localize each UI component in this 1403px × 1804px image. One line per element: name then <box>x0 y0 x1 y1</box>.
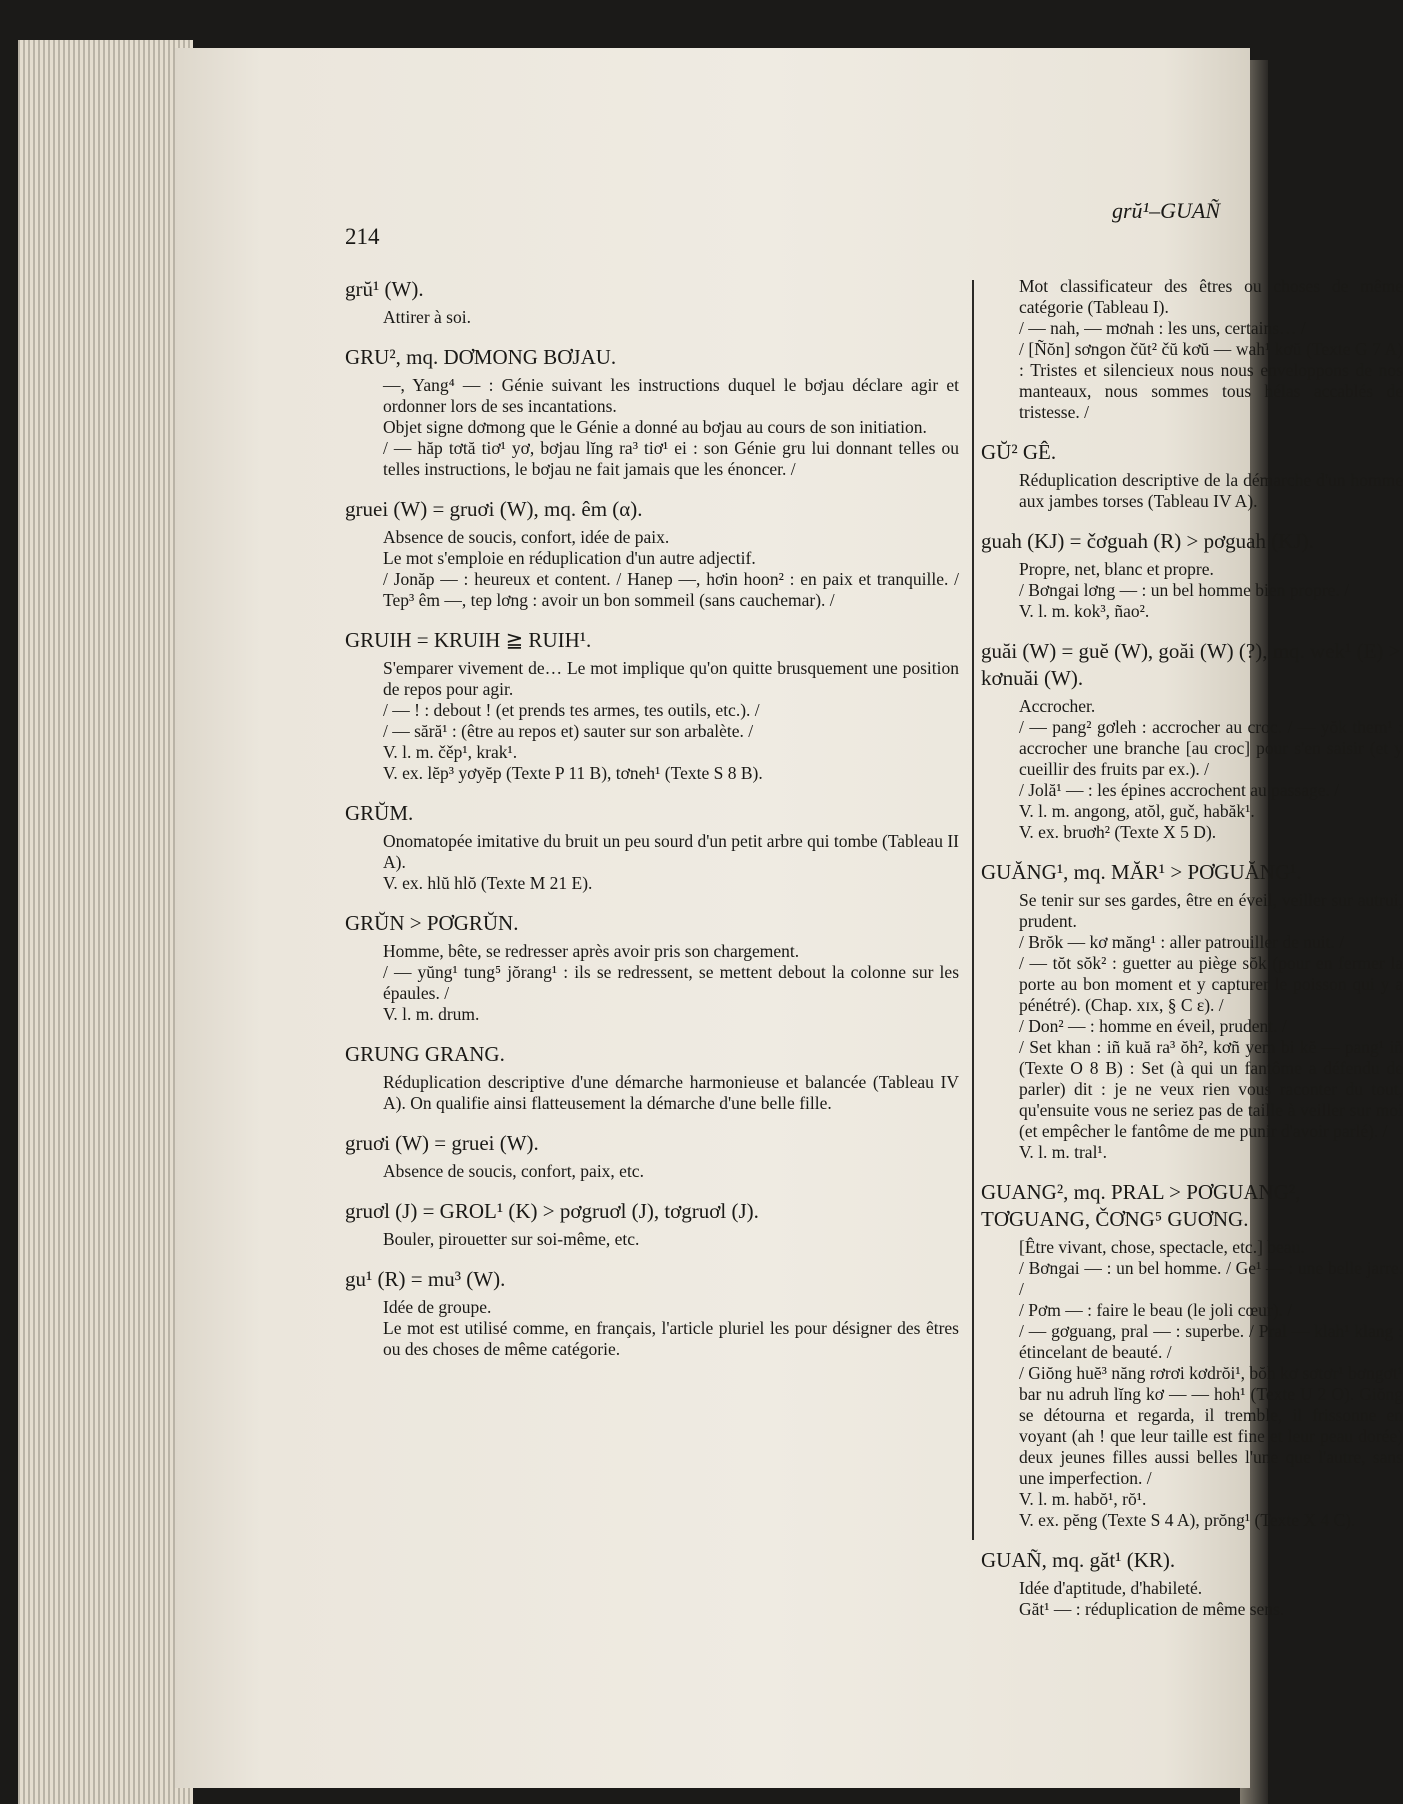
entry-line: Homme, bête, se redresser après avoir pris son chargement. <box>383 941 800 961</box>
entry-line: / Brŏk — kơ măng¹ : aller patrouiller de nuit. / <box>1019 932 1345 952</box>
entry-body <box>1019 276 1403 423</box>
entry-line: V. l. m. čěp¹, krak¹. <box>383 742 518 762</box>
entry-body <box>1019 1578 1403 1620</box>
entry-headword: gruơi (W) = gruei (W). <box>345 1131 539 1155</box>
entry-line: V. l. m. angong, atŏl, guč, habăk¹. <box>1019 801 1255 821</box>
entry-line: / — gơguang, pral — : superbe. / Pral — klah¹ klang : étincelant de beauté. / <box>1019 1321 1403 1362</box>
dictionary-entry <box>981 859 1403 1163</box>
dictionary-entry <box>981 1547 1403 1620</box>
page-number: 214 <box>345 224 380 249</box>
entry-body <box>383 1072 959 1114</box>
entry-headword: guah (KJ) = čơguah (R) > pơguah (KJ). <box>981 529 1314 553</box>
entry-headword: GRU², mq. DƠMONG BƠJAU. <box>345 345 617 369</box>
entry-body <box>383 527 959 611</box>
entry-line: Bouler, pirouetter sur soi-même, etc. <box>383 1229 640 1249</box>
entry-line: Găt¹ — : réduplication de même sens. <box>1019 1599 1285 1619</box>
entry-body <box>383 307 959 328</box>
entry-line: V. l. m. habŏ¹, rŏ¹. <box>1019 1489 1147 1509</box>
entry-line: V. ex. lĕp³ yơyĕp (Texte P 11 B), tơneh¹ (Texte S 8 B). <box>383 763 763 783</box>
dictionary-entry <box>345 1198 959 1250</box>
dictionary-entry <box>345 1266 959 1360</box>
entry-headword: GRUNG GRANG. <box>345 1042 505 1066</box>
entry-line: Le mot est utilisé comme, en français, l'article pluriel les pour désigner des êtres ou des choses de même catégorie. <box>383 1318 959 1359</box>
entry-line: V. l. m. drum. <box>383 1004 480 1024</box>
entry-headword: GRUIH = KRUIH ≧ RUIH¹. <box>345 628 592 652</box>
entry-line: Objet signe dơmong que le Génie a donné au bơjau au cours de son initiation. <box>383 417 927 437</box>
entry-line: Propre, net, blanc et propre. <box>1019 559 1214 579</box>
entry-line: Se tenir sur ses gardes, être en éveil, veiller sur autrui, prudent. <box>1019 890 1403 931</box>
entry-line: V. l. m. tral¹. <box>1019 1142 1108 1162</box>
entry-line: V. ex. pĕng (Texte S 4 A), prŏng¹ (Texte X 4 C). <box>1019 1510 1356 1530</box>
running-head: grŭ¹–GUAÑ <box>1111 198 1220 223</box>
entry-body <box>383 831 959 894</box>
entry-headword: GŬ² GÊ. <box>981 440 1057 464</box>
entry-line: V. ex. hlŭ hlŏ (Texte M 21 E). <box>383 873 593 893</box>
entry-line: Le mot s'emploie en réduplication d'un autre adjectif. <box>383 548 756 568</box>
entry-line: V. ex. bruơh² (Texte X 5 D). <box>1019 822 1217 842</box>
entry-line: Onomatopée imitative du bruit un peu sourd d'un petit arbre qui tombe (Tableau II A). <box>383 831 959 872</box>
entry-headword: GUAÑ, mq. găt¹ (KR). <box>981 1548 1176 1572</box>
entry-line: Idée d'aptitude, d'habileté. <box>1019 1578 1203 1598</box>
entry-line: Réduplication descriptive d'une démarche harmonieuse et balancée (Tableau IV A). On qualifie ainsi flatteusement la démarche d'une belle fille. <box>383 1072 959 1113</box>
column-divider <box>972 280 974 1540</box>
entry-body <box>383 658 959 784</box>
entry-line: V. l. m. kok³, ñao². <box>1019 601 1150 621</box>
dictionary-entry <box>345 1041 959 1114</box>
entry-body <box>383 1229 959 1250</box>
entry-line: / Pơm — : faire le beau (le joli cœur). / <box>1019 1300 1293 1320</box>
dictionary-entry <box>981 276 1403 423</box>
entry-body <box>383 941 959 1025</box>
entry-line: Mot classificateur des êtres ou choses de même catégorie (Tableau I). <box>1019 276 1403 317</box>
entry-headword: GRŬM. <box>345 801 414 825</box>
entry-line: Attirer à soi. <box>383 307 471 327</box>
entry-line: / Set khan : iñ kuă ra³ ŏh², kơñ yem bi kĕ — pang¹ iñ (Texte O 8 B) : Set (à qui un fantôme a défendu de parler) dit : je ne veux rien vous raconter du tout, qu'ensuite vous ne seriez pas de taille à veiller sur moi (et empêcher le fantôme de me punir d'avoir parlé). / <box>1019 1037 1403 1141</box>
entry-body <box>1019 470 1403 512</box>
entry-headword: guăi (W) = guĕ (W), goăi (W) (?), mq. wek¹ (E) > kơnuăi (W). <box>981 639 1401 690</box>
entry-line: / — pang² gơleh : accrocher au croc. / — yŏk them¹ : accrocher une branche [au croc] pour s'en saisir (et y cueillir des fruits par ex.). / <box>1019 717 1403 779</box>
entry-line: / — ! : debout ! (et prends tes armes, tes outils, etc.). / <box>383 700 760 720</box>
dictionary-entry <box>345 496 959 611</box>
left-column <box>345 276 959 1376</box>
entry-headword: grŭ¹ (W). <box>345 277 424 301</box>
entry-line: / — sără¹ : (être au repos et) sauter sur son arbalète. / <box>383 721 754 741</box>
entry-headword: gu¹ (R) = mu³ (W). <box>345 1267 506 1291</box>
entry-line: / Giŏng huĕ³ năng rơrơi kơdrŏi¹, bŏh kơ sơtơr¹ bơngơt¹ bar nu adruh lĭng kơ — — hoh¹ (Texte U 2 O). Giŏng se détourna et regarda, il tremble, il frissonne en voyant (ah ! que leur taille est fine et leur peau dorée) deux jeunes filles aussi belles l'une que l'autre, sans une imperfection. / <box>1019 1363 1403 1488</box>
entry-line: / Bơngai — : un bel homme. / Ge¹ — : une belle jarre. / <box>1019 1258 1403 1299</box>
book-page-edges <box>18 40 193 1804</box>
entry-body <box>1019 890 1403 1163</box>
dictionary-entry <box>345 627 959 784</box>
dictionary-entry <box>981 528 1403 622</box>
entry-line: —, Yang⁴ — : Génie suivant les instructions duquel le bơjau déclare agir et ordonner lors de ses incantations. <box>383 375 959 416</box>
dictionary-page <box>175 48 1403 1788</box>
entry-line: / Bơngai lơng — : un bel homme bien propre. / <box>1019 580 1350 600</box>
entry-line: / Jolă¹ — : les épines accrochent au passage. / <box>1019 780 1340 800</box>
entry-line: Accrocher. <box>1019 696 1096 716</box>
dictionary-entry <box>981 638 1403 843</box>
dictionary-entry <box>345 276 959 328</box>
entry-headword: gruei (W) = gruơi (W), mq. êm (α). <box>345 497 643 521</box>
entry-body <box>1019 696 1403 843</box>
entry-line: Idée de groupe. <box>383 1297 492 1317</box>
entry-line: Absence de soucis, confort, idée de paix. <box>383 527 670 547</box>
dictionary-entry <box>345 1130 959 1182</box>
dictionary-entry <box>345 910 959 1025</box>
entry-line: / — nah, — mơnah : les uns, certains… / <box>1019 318 1306 338</box>
entry-line: / [Ñŏn] sơngon čŭt² čŭ kơŭ — wah¹ kơŭ (Texte G 7 A) : Tristes et silencieux nous nous enveloppons de nos manteaux, nous sommes tous hélas accablés de tristesse. / <box>1019 339 1403 422</box>
entry-headword: GRŬN > PƠGRŬN. <box>345 911 519 935</box>
dictionary-entry <box>345 800 959 894</box>
entry-body <box>1019 559 1403 622</box>
entry-headword: GUĂNG¹, mq. MĂR¹ > PƠGUĂNG¹. <box>981 860 1302 884</box>
entry-line: / — yŭng¹ tung⁵ jŏrang¹ : ils se redressent, se mettent debout la colonne sur les épaules. / <box>383 962 959 1003</box>
dictionary-entry <box>345 344 959 480</box>
entry-line: / Don² — : homme en éveil, prudent. / <box>1019 1016 1287 1036</box>
entry-line: Absence de soucis, confort, paix, etc. <box>383 1161 644 1181</box>
dictionary-entry <box>981 1179 1403 1531</box>
entry-line: / Jonăp — : heureux et content. / Hanep —, hơin hoon² : en paix et tranquille. / Tep³ êm —, tep lơng : avoir un bon sommeil (sans cauchemar). / <box>383 569 959 610</box>
entry-headword: gruơl (J) = GROL¹ (K) > pơgruơl (J), tơgruơl (J). <box>345 1199 759 1223</box>
entry-line: S'emparer vivement de… Le mot implique qu'on quitte brusquement une position de repos pour agir. <box>383 658 959 699</box>
entry-body <box>1019 1237 1403 1531</box>
entry-line: Réduplication descriptive de la démarche d'un homme aux jambes torses (Tableau IV A). <box>1019 470 1403 511</box>
dictionary-entry <box>981 439 1403 512</box>
entry-line: [Être vivant, chose, spectacle, etc.] beau. <box>1019 1237 1305 1257</box>
entry-line: / — tŏt sŏk² : guetter au piège sŏk (pour en fermer la porte au bon moment et y capturer le poisson qui y a pénétré). (Chap. xɪx, § C ε). / <box>1019 953 1403 1015</box>
entry-line: / — hăp tơtă tiơ¹ yơ, bơjau lĭng ra³ tiơ¹ ei : son Génie gru lui donnant telles ou telles instructions, le bơjau ne fait jamais que les énoncer. / <box>383 438 959 479</box>
entry-body <box>383 375 959 480</box>
right-column <box>981 276 1403 1636</box>
entry-body <box>383 1161 959 1182</box>
entry-body <box>383 1297 959 1360</box>
entry-headword: GUANG², mq. PRAL > PƠGUANG², TƠGUANG, ČƠNG⁵ GUƠNG. <box>981 1180 1301 1231</box>
